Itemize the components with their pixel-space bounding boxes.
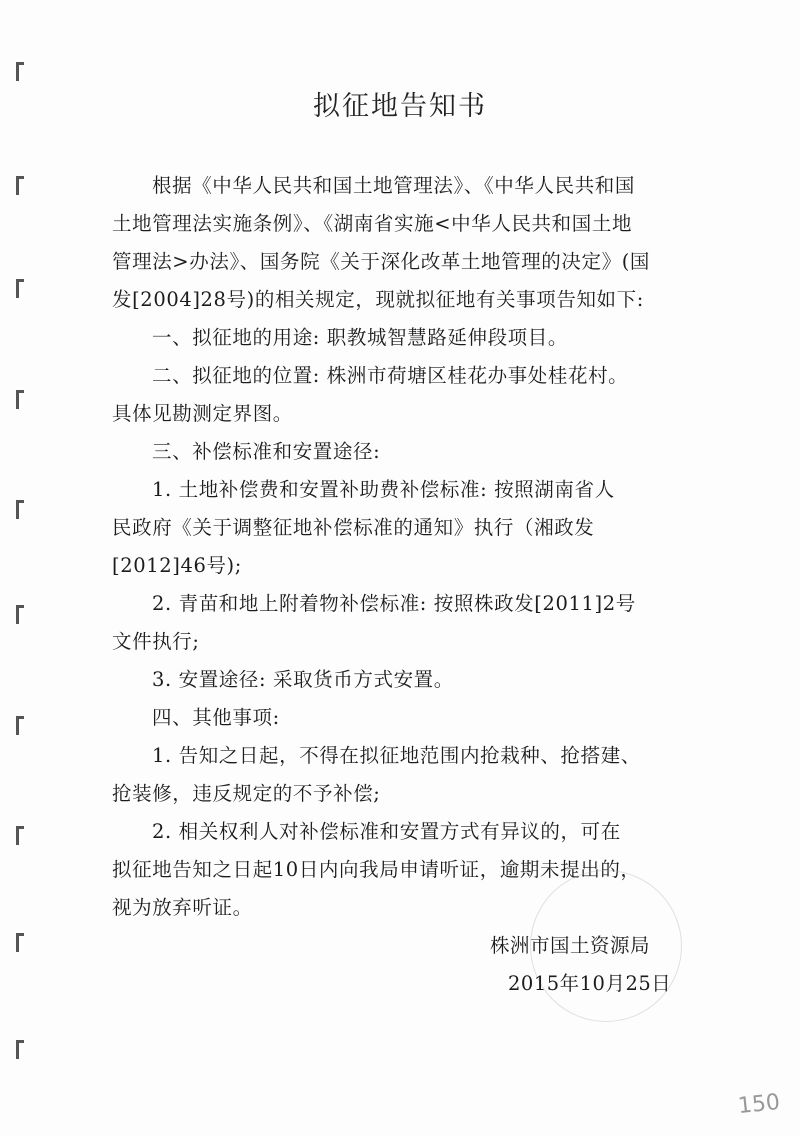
binder-hole-mark (16, 390, 24, 409)
signature-date: 2015年10月25日 (508, 972, 672, 995)
binder-hole-mark (16, 62, 24, 81)
item-line: 2. 青苗和地上附着物补偿标准: 按照株政发[2011]2号 (152, 592, 636, 615)
body-line: 拟征地告知之日起10日内向我局申请听证，逾期未提出的， (112, 858, 641, 881)
binder-hole-mark (16, 605, 24, 624)
body-line: 具体见勘测定界图。 (112, 402, 293, 425)
body-line: 视为放弃听证。 (112, 896, 253, 919)
binder-hole-mark (16, 279, 24, 298)
binder-hole-mark (16, 176, 24, 195)
section-one-line: 一、拟征地的用途: 职教城智慧路延伸段项目。 (152, 326, 568, 349)
body-line: 文件执行; (112, 630, 200, 653)
binder-hole-mark (16, 933, 24, 952)
document-title: 拟征地告知书 (313, 91, 487, 122)
section-four-heading: 四、其他事项: (152, 706, 280, 729)
body-line: 民政府《关于调整征地补偿标准的通知》执行（湘政发 (112, 516, 595, 539)
section-two-line: 二、拟征地的位置: 株洲市荷塘区桂花办事处桂花村。 (152, 364, 629, 387)
item-line: 1. 告知之日起，不得在拟征地范围内抢栽种、抢搭建、 (152, 744, 641, 767)
body-line: 管理法>办法》、国务院《关于深化改革土地管理的决定》(国 (112, 250, 650, 273)
body-line: 根据《中华人民共和国土地管理法》、《中华人民共和国 (152, 174, 636, 197)
item-line: 2. 相关权利人对补偿标准和安置方式有异议的，可在 (152, 820, 621, 843)
signature-organization: 株洲市国土资源局 (490, 934, 651, 957)
item-line: 1. 土地补偿费和安置补助费补偿标准: 按照湖南省人 (152, 478, 615, 501)
binder-hole-mark (16, 1040, 24, 1059)
binder-hole-mark (16, 500, 24, 519)
body-line: 抢装修，违反规定的不予补偿; (112, 782, 381, 805)
handwritten-page-number: 150 (736, 1089, 782, 1120)
item-line: 3. 安置途径: 采取货币方式安置。 (152, 668, 454, 691)
body-line: [2012]46号); (112, 554, 242, 577)
binder-hole-mark (16, 716, 24, 735)
body-line: 土地管理法实施条例》、《湖南省实施<中华人民共和国土地 (112, 212, 633, 235)
body-line: 发[2004]28号)的相关规定，现就拟征地有关事项告知如下: (112, 288, 644, 311)
section-three-heading: 三、补偿标准和安置途径: (152, 440, 381, 463)
binder-hole-mark (16, 826, 24, 845)
